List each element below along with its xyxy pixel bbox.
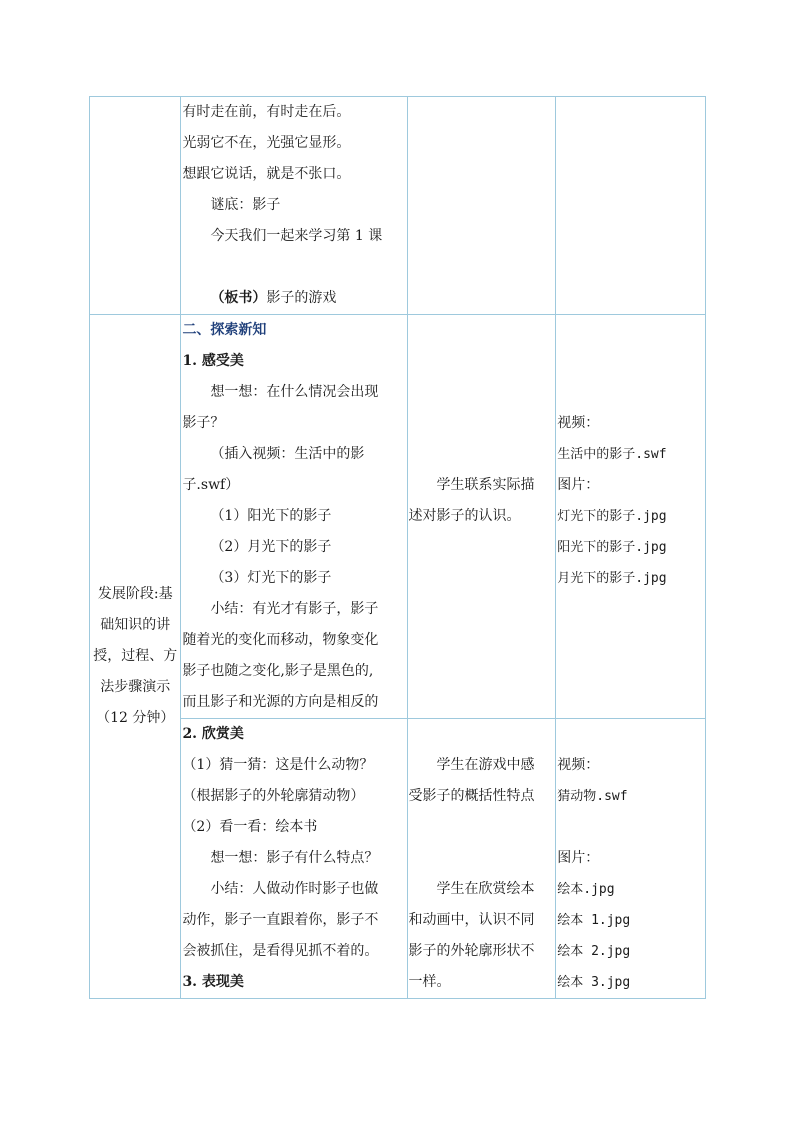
resource-label: 图片： xyxy=(557,850,600,866)
table-row xyxy=(90,719,706,999)
stage-line: 发展阶段:基 xyxy=(97,586,173,602)
resource-file: 绘本 2.jpg xyxy=(557,944,631,959)
resource-file: 绘本 3.jpg xyxy=(557,975,631,990)
section-heading: 二、探索新知 xyxy=(182,322,267,338)
board-title-line xyxy=(181,283,406,314)
riddle-line: 有时走在前，有时走在后。 xyxy=(182,104,351,120)
student-activity-line: 影子的外轮廓形状不 xyxy=(408,943,535,959)
table-row xyxy=(90,315,706,719)
stage-cell xyxy=(90,315,181,999)
content-line: 会被抓住，是看得见抓不着的。 xyxy=(182,943,379,959)
intro-line: 今天我们一起来学习第 1 课 xyxy=(210,228,383,244)
resource-file: 猜动物.swf xyxy=(557,789,628,804)
stage-line: 础知识的讲 xyxy=(100,617,171,633)
board-label: （板书） xyxy=(210,290,267,306)
content-line: 而且影子和光源的方向是相反的 xyxy=(182,694,379,710)
riddle-line: 光弱它不在，光强它显形。 xyxy=(182,135,351,151)
content-line: 影子也随之变化,影子是黑色的, xyxy=(182,663,374,679)
resource-file: 月光下的影子.jpg xyxy=(557,571,667,586)
content-line: （根据影子的外轮廓猜动物） xyxy=(182,788,365,804)
student-activity-line: 学生联系实际描 xyxy=(436,477,535,493)
content-line: 想一想：影子有什么特点？ xyxy=(210,850,379,866)
resource-file: 绘本 1.jpg xyxy=(557,913,631,928)
content-line: （1）猜一猜：这是什么动物？ xyxy=(182,757,374,773)
content-cell xyxy=(181,719,407,999)
stage-line: 法步骤演示 xyxy=(100,679,171,695)
lesson-plan-table xyxy=(89,96,706,999)
resource-cell xyxy=(556,719,706,999)
content-line: 动作，影子一直跟着你，影子不 xyxy=(182,912,379,928)
content-line: （3）灯光下的影子 xyxy=(210,570,332,586)
student-cell xyxy=(407,719,556,999)
student-activity-line: 和动画中，认识不同 xyxy=(408,912,535,928)
student-activity-line: 受影子的概括性特点 xyxy=(408,788,535,804)
content-line: 想一想：在什么情况会出现 xyxy=(210,384,379,400)
content-line: 子.swf） xyxy=(182,477,240,493)
content-line: 小结：有光才有影子，影子 xyxy=(210,601,379,617)
lesson-title: 影子的游戏 xyxy=(266,290,337,306)
stage-line: （12 分钟） xyxy=(96,710,175,726)
resource-cell-empty xyxy=(556,97,706,315)
content-line: 小结：人做动作时影子也做 xyxy=(210,881,379,897)
content-line: 影子？ xyxy=(182,415,225,431)
student-cell xyxy=(407,315,556,719)
resource-label: 视频： xyxy=(557,415,600,431)
resource-file: 绘本.jpg xyxy=(557,882,615,897)
resource-file: 生活中的影子.swf xyxy=(557,447,667,462)
content-line: （1）阳光下的影子 xyxy=(210,508,332,524)
content-line: 随着光的变化而移动，物象变化 xyxy=(182,632,379,648)
content-cell xyxy=(181,97,407,315)
riddle-answer: 谜底：影子 xyxy=(210,197,281,213)
subsection-heading: 1. 感受美 xyxy=(182,353,244,369)
student-activity-line: 述对影子的认识。 xyxy=(408,508,521,524)
content-line: （2）看一看：绘本书 xyxy=(182,819,318,835)
student-activity-line: 学生在欣赏绘本 xyxy=(436,881,535,897)
subsection-heading: 2. 欣赏美 xyxy=(182,726,244,742)
content-line: （插入视频：生活中的影 xyxy=(210,446,365,462)
stage-line: 授，过程、方 xyxy=(93,648,178,664)
resource-label: 视频： xyxy=(557,757,600,773)
resource-label: 图片： xyxy=(557,477,600,493)
student-activity-line: 学生在游戏中感 xyxy=(436,757,535,773)
stage-cell-empty xyxy=(90,97,181,315)
content-cell xyxy=(181,315,407,719)
resource-file: 灯光下的影子.jpg xyxy=(557,509,667,524)
riddle-line: 想跟它说话，就是不张口。 xyxy=(182,166,351,182)
student-activity-line: 一样。 xyxy=(408,974,451,990)
resource-file: 阳光下的影子.jpg xyxy=(557,540,667,555)
table-row xyxy=(90,97,706,315)
resource-cell xyxy=(556,315,706,719)
student-cell-empty xyxy=(407,97,556,315)
subsection-heading: 3. 表现美 xyxy=(182,974,244,990)
content-line: （2）月光下的影子 xyxy=(210,539,332,555)
